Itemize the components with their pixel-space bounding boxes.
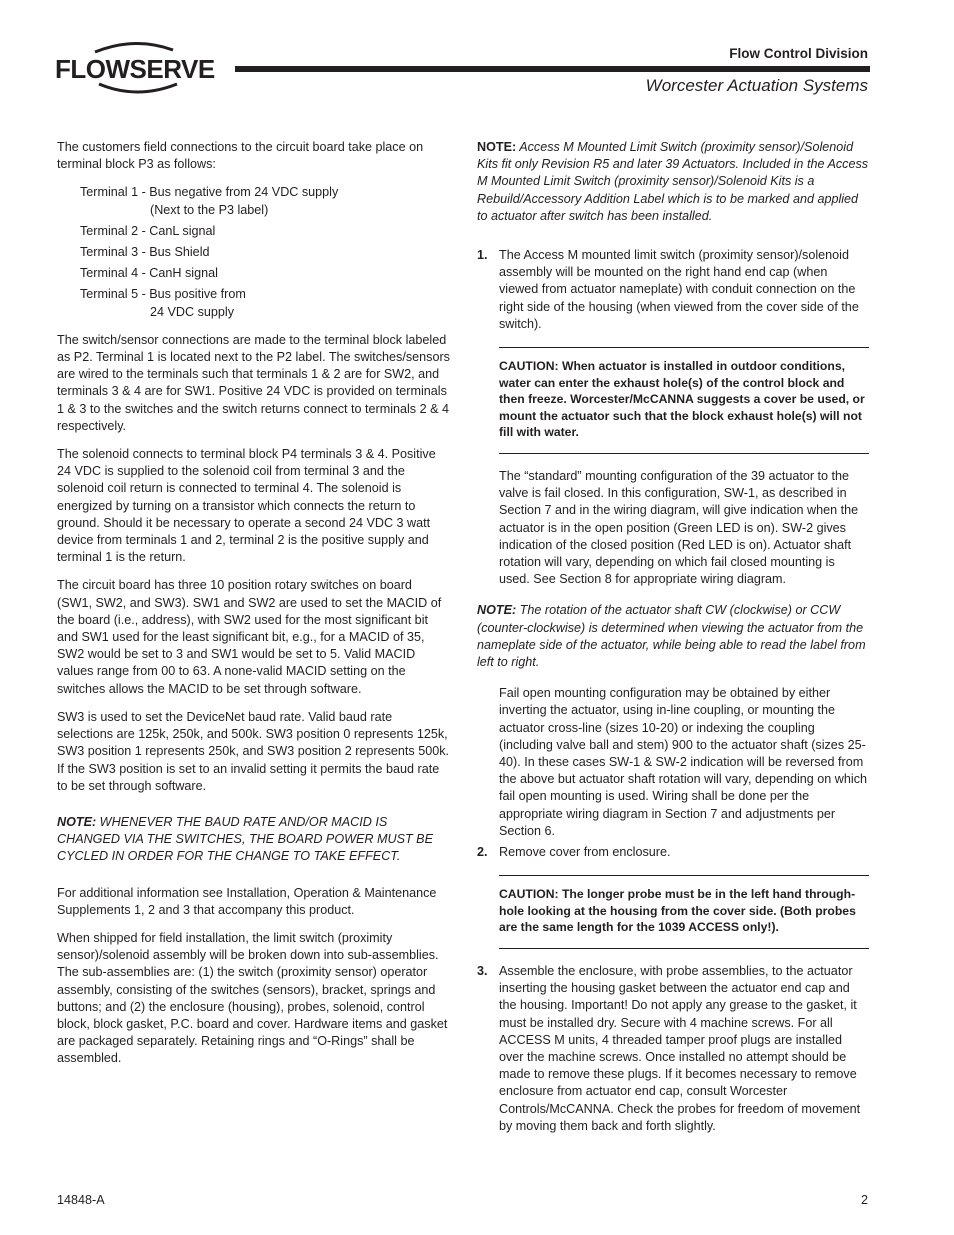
terminal-item: Terminal 5 - Bus positive from 24 VDC supply — [80, 287, 246, 319]
right-column — [477, 139, 869, 1146]
standard-paragraph: The “standard” mounting configuration of the 39 actuator to the valve is fail closed. In this configuration, SW-1, as described in Section 7 and in the wiring diagram, will give indication when the actuator is in the open position (Green LED is on). SW-2 gives indication of the closed position (Red LED is on). Actuator shaft rotation will vary, depending on which fail closed mounting is used. See Section 8 for appropriate wiring diagram. — [499, 469, 859, 587]
caution-box-1: CAUTION: When actuator is installed in outdoor conditions, water can enter the exhaust hole(s) of the control block and then freeze. Worcester/McCANNA suggests a cover be used, or mount the actuator such that the block exhaust hole(s) will not fill with water. — [499, 347, 869, 454]
note1-paragraph: NOTE: Access M Mounted Limit Switch (proximity sensor)/Solenoid Kits fit only Revision R5 and later 39 Actuators. Included in the Access M Mounted Limit Switch (proximity sensor)/Solenoid Kits is a Rebuild/Accessory Addition Label which is to be marked and applied to actuator after switch has been installed. — [477, 140, 869, 223]
step-1: 1. The Access M mounted limit switch (proximity sensor)/solenoid assembly will be mounted on the right hand end cap (when viewed from actuator nameplate) with conduit connection on the right side of the housing (when viewed from the cover side of the switch). — [477, 248, 859, 331]
info-paragraph: For additional information see Installation, Operation & Maintenance Supplements 1, 2 and 3 that accompany this product. — [57, 885, 437, 917]
logo-text: FLOWSERVE — [55, 54, 215, 84]
header-rule — [235, 66, 870, 72]
terminal-item: Terminal 4 - CanH signal — [80, 266, 218, 281]
intro-paragraph: The customers field connections to the circuit board take place on terminal block P3 as follows: — [57, 140, 424, 172]
step-3: 3. Assemble the enclosure, with probe assemblies, to the actuator inserting the housing gasket between the actuator end cap and the housing. Important! Do not apply any grease to the gasket, it must be installed dry. Secure with 4 machine screws. For all ACCESS M units, 4 threaded tamper proof plugs are installed over the machine screws. Once installed no attempt should be made to remove these plugs. If it becomes necessary to remove enclosure from actuator end cap, consult Worcester Controls/McCANNA. Check the probes for freedom of movement by moving them back and forth slightly. — [477, 964, 861, 1133]
division-title: Flow Control Division — [729, 46, 868, 61]
switch-paragraph: The switch/sensor connections are made to the terminal block labeled as P2. Terminal 1 is located next to the P2 label. The switches/sensors are wired to the terminals such that terminals 1 & 2 are for SW2, and terminals 3 & 4 are for SW1. Positive 24 VDC is provided on terminals 1 & 3 to the switches and the switch returns connect to terminals 2 & 4 respectively. — [57, 332, 450, 433]
page-number: 2 — [860, 1193, 868, 1207]
terminal-item: Terminal 2 - CanL signal — [80, 223, 216, 238]
step-2: 2. Remove cover from enclosure. — [477, 845, 671, 860]
terminal-item: Terminal 1 - Bus negative from 24 VDC supply (Next to the P3 label) — [80, 185, 339, 217]
flowserve-logo — [55, 40, 215, 98]
terminal-item: Terminal 3 - Bus Shield — [80, 245, 210, 260]
caution-box-2: CAUTION: The longer probe must be in the left hand through-hole looking at the housing from the cover side. (Both probes are the same length for the 1039 ACCESS only!). — [499, 875, 869, 949]
note-paragraph: NOTE: WHENEVER THE BAUD RATE AND/OR MACID IS CHANGED VIA THE SWITCHES, THE BOARD POWER MUST BE CYCLED IN ORDER FOR THE CHANGE TO TAKE EFFECT. — [57, 814, 433, 864]
document-number: 14848-A — [57, 1193, 105, 1207]
fail-open-paragraph: Fail open mounting configuration may be obtained by either inverting the actuator, using in-line coupling, or mounting the actuator cross-line (sizes 10-20) or indexing the coupling (including valve ball and stem) 900 to the actuator shaft (sizes 25-40). In these cases SW-1 & SW-2 indication will be reversed from the above but actuator shaft rotation will vary, depending on which fail open mounting is used. Wiring shall be done per the appropriate wiring diagram in Section 7 and adjustments per Section 6. — [499, 686, 868, 838]
header-subtitle: Worcester Actuation Systems — [645, 76, 868, 95]
solenoid-paragraph: The solenoid connects to terminal block P4 terminals 3 & 4. Positive 24 VDC is supplied to the solenoid coil from terminal 3 and the solenoid coil return is connected to terminal 4. The solenoid is energized by turning on a transistor which connects the return to ground. Should it be necessary to operate a second 24 VDC 3 watt device from terminals 1 and 2, terminal 2 is the positive supply and terminal 1 is the return. — [57, 447, 436, 565]
shipped-paragraph: When shipped for field installation, the limit switch (proximity sensor)/solenoid assembly will be broken down into sub-assemblies. The sub-assemblies are: (1) the switch (proximity sensor) operator assembly, consisting of the switches (sensors), bracket, springs and buttons; and (2) the enclosure (housing), probes, solenoid, control block, block gasket, P.C. board and cover. Hardware items and gasket are packaged separately. Retaining rings and “O-Rings” shall be assembled. — [57, 930, 448, 1066]
note2-paragraph: NOTE: The rotation of the actuator shaft CW (clockwise) or CCW (counter-clockwise) is determined when viewing the actuator from the nameplate side of the actuator, while being able to read the label from left to right. — [477, 603, 866, 670]
left-column — [57, 139, 450, 1079]
board-paragraph: The circuit board has three 10 position rotary switches on board (SW1, SW2, and SW3). SW1 and SW2 are used to set the MACID of the board (i.e., address), with SW2 used for the most significant bit and SW1 used for the least significant bit, e.g., for a MACID of 35, SW2 would be set to 3 and SW1 would be set to 5. Valid MACID values range from 00 to 63. A none-valid MACID setting on the switches allows the MACID to be set through software. — [57, 578, 442, 696]
sw3-paragraph: SW3 is used to set the DeviceNet baud rate. Valid baud rate selections are 125k, 250k, and 500k. SW3 position 0 represents 125k, SW3 position 1 represents 250k, and SW3 position 2 represents 500k. If the SW3 position is set to an invalid setting it permits the baud rate to be set through software. — [57, 709, 450, 793]
